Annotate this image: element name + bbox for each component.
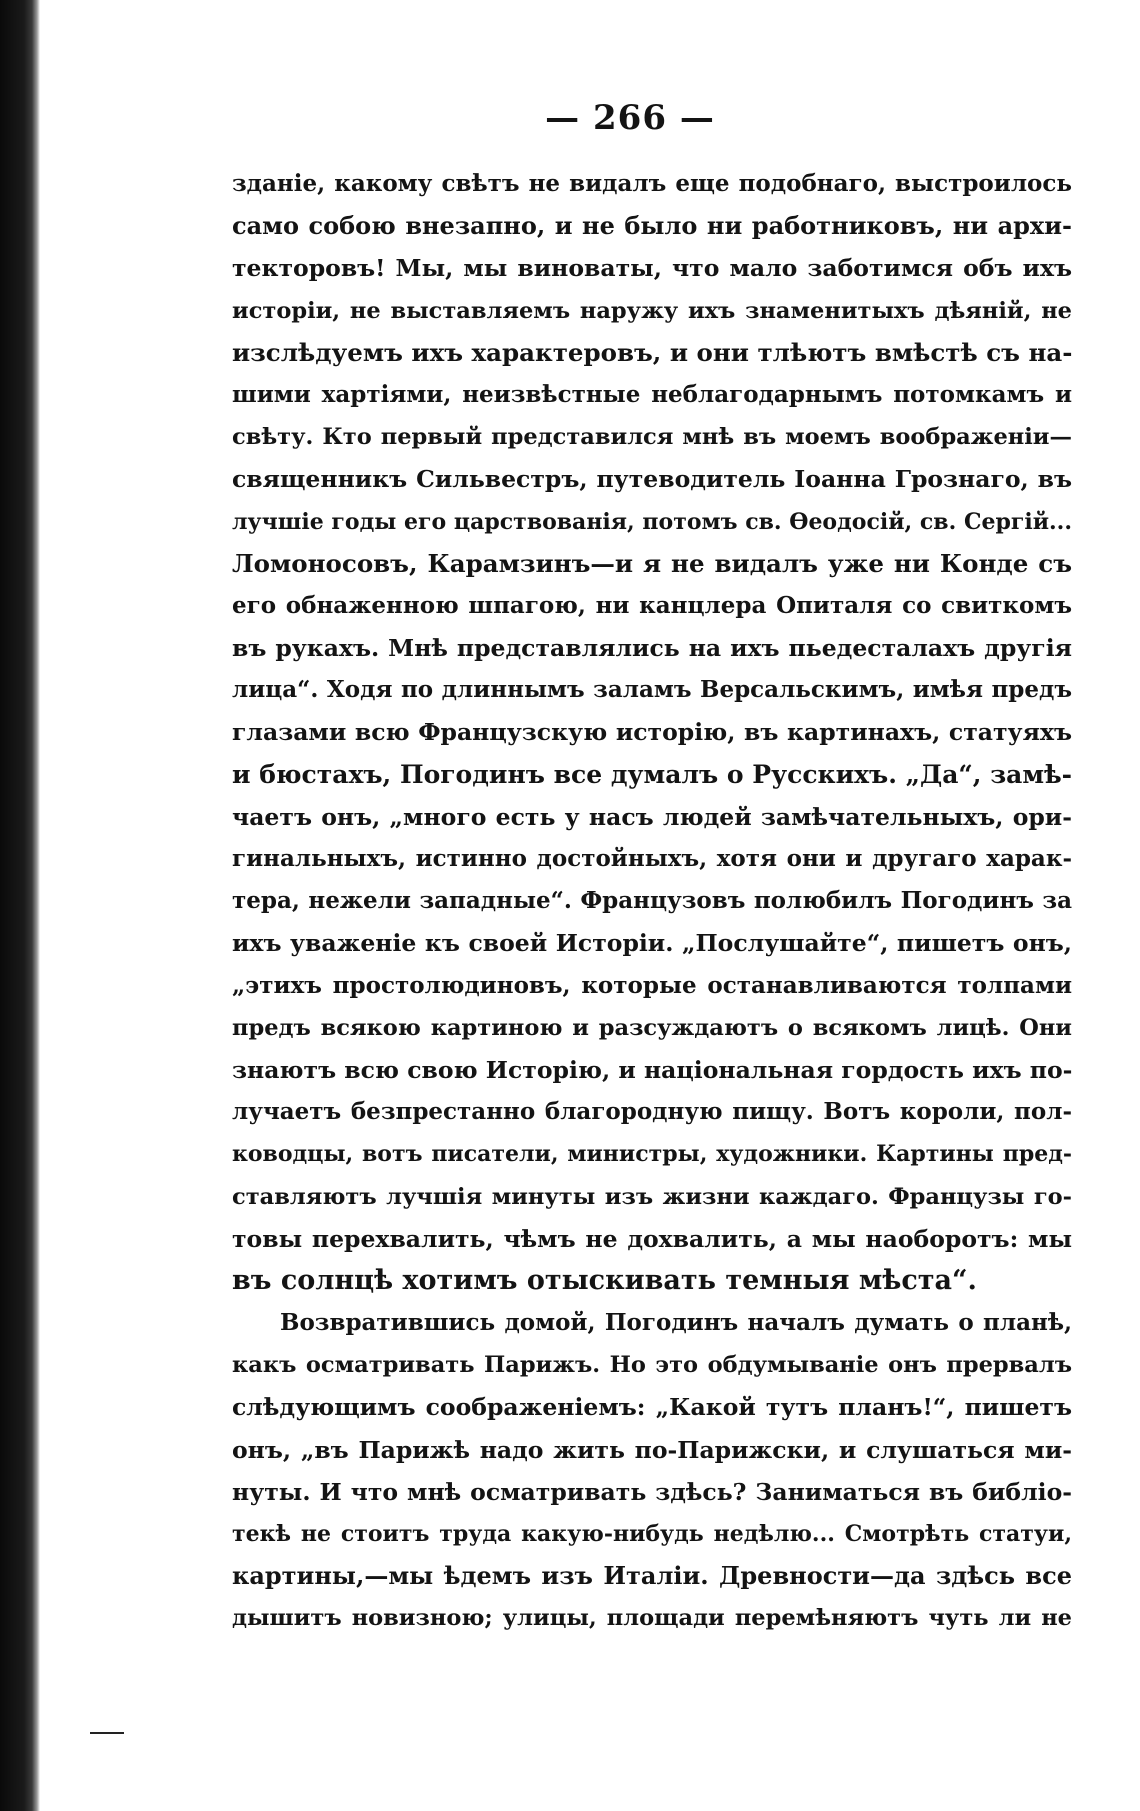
text-line: свѣту. Кто первый представился мнѣ въ моемъ воображеніи—	[232, 424, 1072, 451]
text-line: „этихъ простолюдиновъ, которые останавливаются толпами	[232, 971, 1072, 999]
text-line: ставляютъ лучшія минуты изъ жизни каждаго. Французы го-	[232, 1183, 1072, 1210]
text-line: въ рукахъ. Мнѣ представлялись на ихъ пьедесталахъ другія	[232, 634, 1072, 663]
text-line: зданіе, какому свѣтъ не видалъ еще подобнаго, выстроилось	[232, 170, 1072, 197]
text-line: и бюстахъ, Погодинъ все думалъ о Русскихъ. „Да“, замѣ-	[232, 759, 1072, 789]
text-line: священникъ Сильвестръ, путеводитель Іоанна Грознаго, въ	[232, 465, 1072, 494]
text-line: глазами всю Французскую исторію, въ картинахъ, статуяхъ	[232, 718, 1072, 747]
text-line: ководцы, вотъ писатели, министры, художники. Картины пред-	[232, 1141, 1072, 1168]
text-line: изслѣдуемъ ихъ характеровъ, и они тлѣютъ вмѣстѣ съ на-	[232, 337, 1072, 367]
text-line: ихъ уваженіе къ своей Исторіи. „Послушайте“, пишетъ онъ,	[232, 929, 1072, 958]
text-line: товы перехвалить, чѣмъ не дохвалить, а мы наоборотъ: мы	[232, 1224, 1072, 1253]
text-line: предъ всякою картиною и разсуждаютъ о всякомъ лицѣ. Они	[232, 1014, 1072, 1041]
text-line: знаютъ всю свою Исторію, и національная гордость ихъ по-	[232, 1055, 1072, 1084]
text-line: дышитъ новизною; улицы, площади перемѣняютъ чуть ли не	[232, 1605, 1072, 1632]
text-line: лучшіе годы его царствованія, потомъ св. Ѳеодосій, св. Сергій...	[232, 508, 1072, 535]
text-line: тера, нежели западные“. Французовъ полюбилъ Погодинъ за	[232, 887, 1072, 915]
text-line: какъ осматривать Парижъ. Но это обдумываніе онъ прервалъ	[232, 1352, 1072, 1379]
text-line: гинальныхъ, истинно достойныхъ, хотя они и другаго харак-	[232, 845, 1072, 872]
text-line: нуты. И что мнѣ осматривать здѣсь? Заниматься въ библіо-	[232, 1477, 1072, 1506]
text-line: въ солнцѣ хотимъ отыскивать темныя мѣста“.	[232, 1264, 977, 1296]
text-line: онъ, „въ Парижѣ надо жить по-Парижски, и слушаться ми-	[232, 1435, 1072, 1464]
book-spine-shadow	[0, 0, 40, 1811]
scan-artifact-mark	[90, 1732, 124, 1734]
text-line: исторіи, не выставляемъ наружу ихъ знаменитыхъ дѣяній, не	[232, 297, 1072, 324]
body-text	[232, 163, 1072, 1640]
text-line: текторовъ! Мы, мы виноваты, что мало заботимся объ ихъ	[232, 254, 1072, 283]
text-line: Ломоносовъ, Карамзинъ—и я не видалъ уже ни Конде съ	[232, 548, 1072, 578]
text-line: чаетъ онъ, „много есть у насъ людей замѣчательныхъ, ори-	[232, 802, 1072, 831]
text-line: Возвратившись домой, Погодинъ началъ думать о планѣ,	[280, 1309, 1072, 1337]
text-line: текѣ не стоитъ труда какую-нибудь недѣлю... Смотрѣть статуи,	[232, 1521, 1072, 1547]
text-line: его обнаженною шпагою, ни канцлера Опиталя со свиткомъ	[232, 591, 1072, 619]
text-line: слѣдующимъ соображеніемъ: „Какой тутъ планъ!“, пишетъ	[232, 1393, 1072, 1422]
text-line: лучаетъ безпрестанно благородную пищу. Вотъ короли, пол-	[232, 1098, 1072, 1126]
text-line: шими хартіями, неизвѣстные неблагодарнымъ потомкамъ и	[232, 380, 1072, 408]
page-number: — 266 —	[545, 98, 715, 138]
text-line: картины,—мы ѣдемъ изъ Италіи. Древности—да здѣсь все	[232, 1561, 1072, 1591]
text-line: лица“. Ходя по длиннымъ заламъ Версальскимъ, имѣя предъ	[232, 676, 1072, 704]
text-line: само собою внезапно, и не было ни работниковъ, ни архи-	[232, 211, 1072, 241]
